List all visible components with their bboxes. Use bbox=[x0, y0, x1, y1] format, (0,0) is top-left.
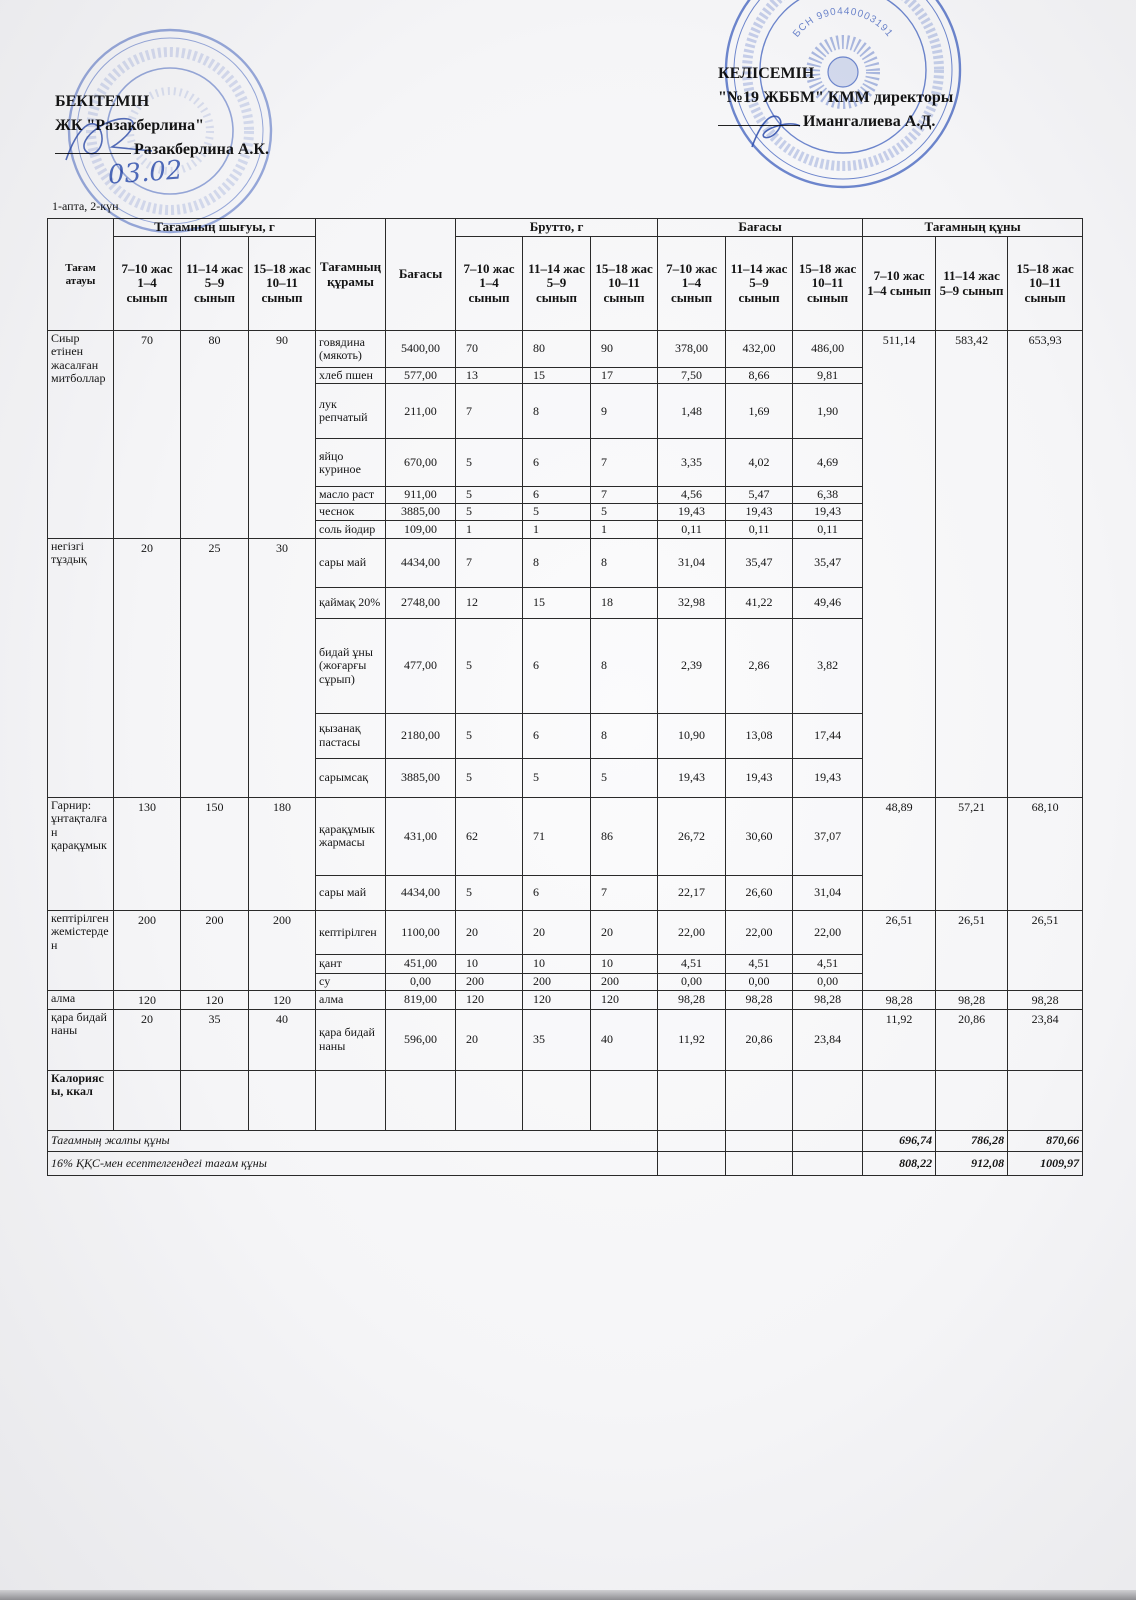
dish-output-cell: 70 bbox=[114, 331, 181, 539]
empty-cell bbox=[658, 1070, 726, 1130]
brutto-cell: 7 bbox=[591, 875, 658, 910]
dish-output-cell: 200 bbox=[114, 910, 181, 990]
dish-output-cell: 130 bbox=[114, 797, 181, 910]
grand-total-value: 696,74 bbox=[863, 1130, 936, 1151]
header-dish-cost: Тағамның құны bbox=[863, 219, 1083, 237]
brutto-cell: 1 bbox=[523, 520, 591, 538]
unit-price-cell: 2180,00 bbox=[386, 713, 456, 758]
ingredient-row bbox=[48, 331, 1083, 368]
dish-name-cell: Сиыр етінен жасалған митболлар bbox=[48, 331, 114, 539]
ingredient-cost-cell: 98,28 bbox=[726, 990, 793, 1009]
ingredient-cost-cell: 13,08 bbox=[726, 713, 793, 758]
dish-total-cost-cell: 26,51 bbox=[1008, 910, 1083, 990]
ingredient-cost-cell: 23,84 bbox=[793, 1009, 863, 1070]
brutto-cell: 13 bbox=[456, 368, 523, 384]
brutto-cell: 20 bbox=[456, 1009, 523, 1070]
ingredient-cost-cell: 17,44 bbox=[793, 713, 863, 758]
brutto-cell: 5 bbox=[591, 503, 658, 520]
header-age-group: 7–10 жас 1–4 сынып bbox=[114, 237, 181, 331]
empty-cell bbox=[591, 1070, 658, 1130]
header-output: Тағамның шығуы, г bbox=[114, 219, 316, 237]
ingredient-cost-cell: 35,47 bbox=[793, 538, 863, 587]
ingredient-cost-cell: 19,43 bbox=[793, 758, 863, 797]
ingredient-cost-cell: 41,22 bbox=[726, 587, 793, 618]
vat-total-value: 912,08 bbox=[936, 1151, 1008, 1175]
dish-total-cost-cell: 57,21 bbox=[936, 797, 1008, 910]
calories-row bbox=[48, 1070, 1083, 1130]
dish-output-cell: 200 bbox=[249, 910, 316, 990]
dish-total-cost-cell: 98,28 bbox=[936, 990, 1008, 1009]
brutto-cell: 5 bbox=[456, 758, 523, 797]
ingredient-cost-cell: 19,43 bbox=[726, 758, 793, 797]
brutto-cell: 9 bbox=[591, 384, 658, 439]
handwritten-date: 03.02 bbox=[107, 155, 184, 191]
ingredient-row bbox=[48, 797, 1083, 875]
header-brutto: Брутто, г bbox=[456, 219, 658, 237]
ingredient-name-cell: қызанақ пастасы bbox=[316, 713, 386, 758]
ingredient-name-cell: қант bbox=[316, 954, 386, 973]
header-composition: Тағамның құрамы bbox=[316, 219, 386, 331]
ingredient-cost-cell: 7,50 bbox=[658, 368, 726, 384]
header-age-group: 15–18 жас 10–11 сынып bbox=[793, 237, 863, 331]
ingredient-name-cell: бидай ұны (жоғарғы сұрып) bbox=[316, 618, 386, 713]
dish-total-cost-cell: 653,93 bbox=[1008, 331, 1083, 798]
ingredient-cost-cell: 4,51 bbox=[658, 954, 726, 973]
ingredient-cost-cell: 486,00 bbox=[793, 331, 863, 368]
empty-cell bbox=[726, 1070, 793, 1130]
brutto-cell: 5 bbox=[456, 503, 523, 520]
brutto-cell: 5 bbox=[456, 875, 523, 910]
brutto-cell: 1 bbox=[591, 520, 658, 538]
brutto-cell: 15 bbox=[523, 368, 591, 384]
unit-price-cell: 4434,00 bbox=[386, 538, 456, 587]
header-age-group: 15–18 жас 10–11 сынып bbox=[1008, 237, 1083, 331]
ingredient-cost-cell: 9,81 bbox=[793, 368, 863, 384]
brutto-cell: 5 bbox=[523, 758, 591, 797]
ingredient-cost-cell: 4,56 bbox=[658, 487, 726, 503]
ingredient-cost-cell: 8,66 bbox=[726, 368, 793, 384]
unit-price-cell: 596,00 bbox=[386, 1009, 456, 1070]
ingredient-cost-cell: 0,00 bbox=[726, 973, 793, 990]
dish-name-cell: қара бидай наны bbox=[48, 1009, 114, 1070]
brutto-cell: 5 bbox=[591, 758, 658, 797]
ingredient-cost-cell: 30,60 bbox=[726, 797, 793, 875]
brutto-cell: 5 bbox=[456, 439, 523, 487]
ingredient-cost-cell: 98,28 bbox=[793, 990, 863, 1009]
ingredient-cost-cell: 0,11 bbox=[658, 520, 726, 538]
header-price: Бағасы bbox=[658, 219, 863, 237]
brutto-cell: 6 bbox=[523, 713, 591, 758]
empty-cell bbox=[386, 1070, 456, 1130]
dish-total-cost-cell: 26,51 bbox=[863, 910, 936, 990]
ingredient-name-cell: қара бидай наны bbox=[316, 1009, 386, 1070]
dish-output-cell: 35 bbox=[181, 1009, 249, 1070]
ingredient-row bbox=[48, 990, 1083, 1009]
header-unit-price: Бағасы bbox=[386, 219, 456, 331]
dish-output-cell: 150 bbox=[181, 797, 249, 910]
ingredient-cost-cell: 3,35 bbox=[658, 439, 726, 487]
agreement-organization: "№19 ЖББМ" КММ директоры bbox=[718, 89, 954, 106]
dish-output-cell: 120 bbox=[181, 990, 249, 1009]
right-stamp bbox=[726, 0, 960, 187]
ingredient-cost-cell: 0,11 bbox=[726, 520, 793, 538]
ingredient-name-cell: лук репчатый bbox=[316, 384, 386, 439]
ingredient-cost-cell: 35,47 bbox=[726, 538, 793, 587]
unit-price-cell: 109,00 bbox=[386, 520, 456, 538]
brutto-cell: 62 bbox=[456, 797, 523, 875]
grand-total-label: Тағамның жалпы құны bbox=[48, 1130, 658, 1151]
empty-cell bbox=[114, 1070, 181, 1130]
dish-name-cell: алма bbox=[48, 990, 114, 1009]
brutto-cell: 10 bbox=[456, 954, 523, 973]
brutto-cell: 7 bbox=[591, 487, 658, 503]
unit-price-cell: 819,00 bbox=[386, 990, 456, 1009]
empty-cell bbox=[726, 1130, 793, 1151]
empty-cell bbox=[658, 1151, 726, 1175]
ingredient-cost-cell: 1,69 bbox=[726, 384, 793, 439]
brutto-cell: 6 bbox=[523, 618, 591, 713]
ingredient-cost-cell: 6,38 bbox=[793, 487, 863, 503]
brutto-cell: 18 bbox=[591, 587, 658, 618]
unit-price-cell: 577,00 bbox=[386, 368, 456, 384]
ingredient-cost-cell: 32,98 bbox=[658, 587, 726, 618]
ingredient-cost-cell: 4,51 bbox=[793, 954, 863, 973]
brutto-cell: 17 bbox=[591, 368, 658, 384]
empty-cell bbox=[1008, 1070, 1083, 1130]
brutto-cell: 10 bbox=[591, 954, 658, 973]
dish-total-cost-cell: 583,42 bbox=[936, 331, 1008, 798]
ingredient-cost-cell: 11,92 bbox=[658, 1009, 726, 1070]
ingredient-cost-cell: 22,00 bbox=[793, 910, 863, 954]
header-age-group: 7–10 жас 1–4 сынып bbox=[456, 237, 523, 331]
ingredient-name-cell: сарымсақ bbox=[316, 758, 386, 797]
dish-output-cell: 90 bbox=[249, 331, 316, 539]
unit-price-cell: 2748,00 bbox=[386, 587, 456, 618]
brutto-cell: 6 bbox=[523, 487, 591, 503]
ingredient-cost-cell: 0,00 bbox=[658, 973, 726, 990]
dish-total-cost-cell: 511,14 bbox=[863, 331, 936, 798]
grand-total-value: 786,28 bbox=[936, 1130, 1008, 1151]
empty-cell bbox=[316, 1070, 386, 1130]
brutto-cell: 8 bbox=[591, 538, 658, 587]
header-age-group: 7–10 жас 1–4 сынып bbox=[658, 237, 726, 331]
dish-output-cell: 30 bbox=[249, 538, 316, 797]
ingredient-cost-cell: 0,11 bbox=[793, 520, 863, 538]
brutto-cell: 7 bbox=[591, 439, 658, 487]
dish-total-cost-cell: 26,51 bbox=[936, 910, 1008, 990]
empty-cell bbox=[793, 1151, 863, 1175]
ingredient-cost-cell: 31,04 bbox=[658, 538, 726, 587]
ingredient-name-cell: алма bbox=[316, 990, 386, 1009]
ingredient-cost-cell: 0,00 bbox=[793, 973, 863, 990]
ingredient-cost-cell: 26,60 bbox=[726, 875, 793, 910]
unit-price-cell: 4434,00 bbox=[386, 875, 456, 910]
brutto-cell: 8 bbox=[591, 713, 658, 758]
dish-total-cost-cell: 48,89 bbox=[863, 797, 936, 910]
ingredient-name-cell: соль йодир bbox=[316, 520, 386, 538]
brutto-cell: 1 bbox=[456, 520, 523, 538]
unit-price-cell: 911,00 bbox=[386, 487, 456, 503]
dish-total-cost-cell: 98,28 bbox=[863, 990, 936, 1009]
brutto-cell: 10 bbox=[523, 954, 591, 973]
ingredient-cost-cell: 31,04 bbox=[793, 875, 863, 910]
unit-price-cell: 3885,00 bbox=[386, 503, 456, 520]
ingredient-name-cell: сары май bbox=[316, 538, 386, 587]
dish-output-cell: 200 bbox=[181, 910, 249, 990]
brutto-cell: 120 bbox=[523, 990, 591, 1009]
ingredient-name-cell: қарақұмык жармасы bbox=[316, 797, 386, 875]
ingredient-name-cell: сары май bbox=[316, 875, 386, 910]
brutto-cell: 20 bbox=[591, 910, 658, 954]
dish-output-cell: 80 bbox=[181, 331, 249, 539]
header-dish-name: Тағам атауы bbox=[48, 219, 114, 331]
ingredient-cost-cell: 37,07 bbox=[793, 797, 863, 875]
calories-label: Калориясы, ккал bbox=[48, 1070, 114, 1130]
brutto-cell: 15 bbox=[523, 587, 591, 618]
dish-output-cell: 20 bbox=[114, 538, 181, 797]
brutto-cell: 7 bbox=[456, 384, 523, 439]
ingredient-cost-cell: 22,17 bbox=[658, 875, 726, 910]
vat-total-value: 1009,97 bbox=[1008, 1151, 1083, 1175]
header-age-group: 11–14 жас 5–9 сынып bbox=[936, 237, 1008, 331]
ingredient-cost-cell: 378,00 bbox=[658, 331, 726, 368]
empty-cell bbox=[793, 1070, 863, 1130]
ingredient-cost-cell: 4,69 bbox=[793, 439, 863, 487]
brutto-cell: 20 bbox=[523, 910, 591, 954]
dish-total-cost-cell: 20,86 bbox=[936, 1009, 1008, 1070]
dish-name-cell: Гарнир: ұнтақталған қарақұмык bbox=[48, 797, 114, 910]
menu-table-footer bbox=[48, 1070, 1083, 1175]
page-edge-shadow bbox=[0, 1590, 1136, 1600]
header-age-group: 11–14 жас 5–9 сынып bbox=[523, 237, 591, 331]
ingredient-cost-cell: 26,72 bbox=[658, 797, 726, 875]
ingredient-cost-cell: 22,00 bbox=[726, 910, 793, 954]
brutto-cell: 86 bbox=[591, 797, 658, 875]
signatory-name: Разакберлина А.К. bbox=[134, 141, 269, 158]
ingredient-cost-cell: 19,43 bbox=[658, 503, 726, 520]
brutto-cell: 80 bbox=[523, 331, 591, 368]
header-age-group: 15–18 жас 10–11 сынып bbox=[591, 237, 658, 331]
brutto-cell: 12 bbox=[456, 587, 523, 618]
dish-output-cell: 25 bbox=[181, 538, 249, 797]
brutto-cell: 200 bbox=[456, 973, 523, 990]
brutto-cell: 5 bbox=[456, 618, 523, 713]
signatory-name: Имангалиева А.Д. bbox=[803, 113, 936, 130]
empty-cell bbox=[793, 1130, 863, 1151]
ingredient-name-cell: чеснок bbox=[316, 503, 386, 520]
empty-cell bbox=[936, 1070, 1008, 1130]
ingredient-cost-cell: 20,86 bbox=[726, 1009, 793, 1070]
brutto-cell: 200 bbox=[591, 973, 658, 990]
unit-price-cell: 5400,00 bbox=[386, 331, 456, 368]
empty-cell bbox=[863, 1070, 936, 1130]
brutto-cell: 200 bbox=[523, 973, 591, 990]
vat-total-label: 16% ҚҚС-мен есептелгендегі тағам құны bbox=[48, 1151, 658, 1175]
brutto-cell: 90 bbox=[591, 331, 658, 368]
brutto-cell: 8 bbox=[523, 538, 591, 587]
brutto-cell: 71 bbox=[523, 797, 591, 875]
ingredient-cost-cell: 98,28 bbox=[658, 990, 726, 1009]
brutto-cell: 8 bbox=[591, 618, 658, 713]
empty-cell bbox=[181, 1070, 249, 1130]
ingredient-name-cell: говядина (мякоть) bbox=[316, 331, 386, 368]
empty-cell bbox=[726, 1151, 793, 1175]
dish-total-cost-cell: 11,92 bbox=[863, 1009, 936, 1070]
unit-price-cell: 3885,00 bbox=[386, 758, 456, 797]
ingredient-cost-cell: 19,43 bbox=[793, 503, 863, 520]
menu-table-body bbox=[48, 331, 1083, 1071]
left-signature bbox=[66, 119, 152, 160]
brutto-cell: 8 bbox=[523, 384, 591, 439]
brutto-cell: 40 bbox=[591, 1009, 658, 1070]
brutto-cell: 6 bbox=[523, 439, 591, 487]
header-age-group: 11–14 жас 5–9 сынып bbox=[181, 237, 249, 331]
ingredient-cost-cell: 19,43 bbox=[726, 503, 793, 520]
empty-cell bbox=[249, 1070, 316, 1130]
ingredient-cost-cell: 22,00 bbox=[658, 910, 726, 954]
header-age-group: 15–18 жас 10–11 сынып bbox=[249, 237, 316, 331]
dish-name-cell: кептірілген жемістерден bbox=[48, 910, 114, 990]
ingredient-cost-cell: 432,00 bbox=[726, 331, 793, 368]
unit-price-cell: 670,00 bbox=[386, 439, 456, 487]
ingredient-name-cell: қаймақ 20% bbox=[316, 587, 386, 618]
ingredient-cost-cell: 3,82 bbox=[793, 618, 863, 713]
unit-price-cell: 1100,00 bbox=[386, 910, 456, 954]
vat-total-row bbox=[48, 1151, 1083, 1175]
grand-total-row bbox=[48, 1130, 1083, 1151]
week-day-label: 1-апта, 2-күн bbox=[52, 199, 119, 213]
agreement-title: КЕЛІСЕМІН bbox=[718, 65, 815, 82]
brutto-cell: 5 bbox=[456, 487, 523, 503]
brutto-cell: 20 bbox=[456, 910, 523, 954]
ingredient-row bbox=[48, 1009, 1083, 1070]
ingredient-cost-cell: 1,48 bbox=[658, 384, 726, 439]
dish-output-cell: 20 bbox=[114, 1009, 181, 1070]
dish-output-cell: 120 bbox=[249, 990, 316, 1009]
brutto-cell: 5 bbox=[523, 503, 591, 520]
ingredient-cost-cell: 4,02 bbox=[726, 439, 793, 487]
unit-price-cell: 477,00 bbox=[386, 618, 456, 713]
menu-cost-table bbox=[47, 218, 1083, 1176]
left-stamp bbox=[69, 30, 271, 232]
ingredient-row bbox=[48, 910, 1083, 954]
unit-price-cell: 431,00 bbox=[386, 797, 456, 875]
dish-output-cell: 40 bbox=[249, 1009, 316, 1070]
unit-price-cell: 451,00 bbox=[386, 954, 456, 973]
ingredient-cost-cell: 49,46 bbox=[793, 587, 863, 618]
dish-name-cell: негізгі тұздық bbox=[48, 538, 114, 797]
header-age-group: 7–10 жас 1–4 сынып bbox=[863, 237, 936, 331]
brutto-cell: 7 bbox=[456, 538, 523, 587]
ingredient-name-cell: масло раст bbox=[316, 487, 386, 503]
stamp-bsn-text: БСН 990440003191 bbox=[791, 6, 895, 40]
ingredient-name-cell: яйцо куриное bbox=[316, 439, 386, 487]
header-age-group: 11–14 жас 5–9 сынып bbox=[726, 237, 793, 331]
grand-total-value: 870,66 bbox=[1008, 1130, 1083, 1151]
empty-cell bbox=[658, 1130, 726, 1151]
ingredient-cost-cell: 4,51 bbox=[726, 954, 793, 973]
brutto-cell: 70 bbox=[456, 331, 523, 368]
ingredient-cost-cell: 2,39 bbox=[658, 618, 726, 713]
ingredient-cost-cell: 10,90 bbox=[658, 713, 726, 758]
dish-total-cost-cell: 68,10 bbox=[1008, 797, 1083, 910]
brutto-cell: 120 bbox=[456, 990, 523, 1009]
ingredient-cost-cell: 19,43 bbox=[658, 758, 726, 797]
ingredient-cost-cell: 5,47 bbox=[726, 487, 793, 503]
approval-organization: ЖК "Разакберлина" bbox=[55, 117, 205, 134]
empty-cell bbox=[456, 1070, 523, 1130]
brutto-cell: 5 bbox=[456, 713, 523, 758]
brutto-cell: 6 bbox=[523, 875, 591, 910]
brutto-cell: 120 bbox=[591, 990, 658, 1009]
approval-title: БЕКІТЕМІН bbox=[55, 93, 150, 110]
empty-cell bbox=[523, 1070, 591, 1130]
ingredient-name-cell: хлеб пшен bbox=[316, 368, 386, 384]
dish-output-cell: 180 bbox=[249, 797, 316, 910]
vat-total-value: 808,22 bbox=[863, 1151, 936, 1175]
ingredient-cost-cell: 2,86 bbox=[726, 618, 793, 713]
unit-price-cell: 211,00 bbox=[386, 384, 456, 439]
ingredient-name-cell: су bbox=[316, 973, 386, 990]
ingredient-cost-cell: 1,90 bbox=[793, 384, 863, 439]
stamps-and-signatures bbox=[0, 0, 1136, 260]
dish-output-cell: 120 bbox=[114, 990, 181, 1009]
unit-price-cell: 0,00 bbox=[386, 973, 456, 990]
svg-text:БСН 990440003191 bbox=[791, 6, 895, 39]
dish-total-cost-cell: 23,84 bbox=[1008, 1009, 1083, 1070]
dish-total-cost-cell: 98,28 bbox=[1008, 990, 1083, 1009]
brutto-cell: 35 bbox=[523, 1009, 591, 1070]
ingredient-name-cell: кептірілген bbox=[316, 910, 386, 954]
